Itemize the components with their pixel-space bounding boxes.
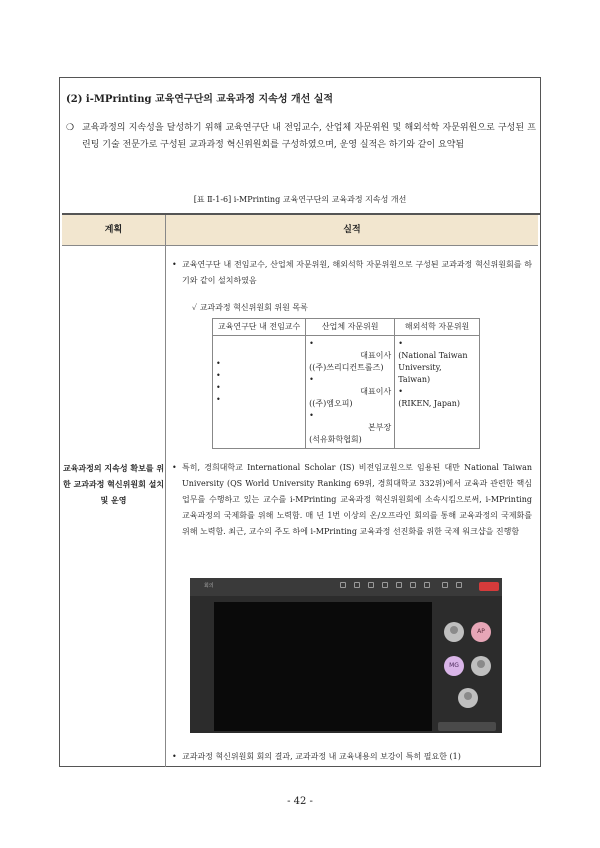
- video-meeting-screenshot: [190, 578, 502, 733]
- participant-avatar: [444, 622, 464, 642]
- overseas-member: • (National Taiwan University, Taiwan): [398, 339, 468, 384]
- meeting-title: 회의: [204, 583, 214, 589]
- committee-head-faculty: 교육연구단 내 전임교수: [213, 319, 306, 336]
- share-icon: [368, 582, 374, 588]
- bullet-dot: •: [172, 752, 177, 761]
- bullet-dot: •: [172, 260, 177, 269]
- settings-icon: [456, 582, 462, 588]
- section-title: (2) i-MPrinting 교육연구단의 교육과정 지속성 개선 실적: [66, 94, 334, 105]
- industry-member: • 본부장 (석유화학협회): [309, 411, 392, 444]
- participant-avatar: AP: [471, 622, 491, 642]
- committee-table: [212, 318, 480, 449]
- meeting-toolbar: [190, 578, 502, 596]
- intro-bullet: ❍: [66, 123, 75, 133]
- overseas-member: • (RIKEN, Japan): [398, 387, 461, 408]
- more-icon: [424, 582, 430, 588]
- results-table: [62, 213, 540, 765]
- table-caption: [표 Ⅱ-1-6] i-MPrinting 교육연구단의 교육과정 지속성 개선: [193, 195, 407, 204]
- committee-header-row: [213, 319, 480, 336]
- result-bullet-3: • 교과과정 혁신위원회 회의 결과, 교과과정 내 교육내용의 보강이 특히 필요한 (1): [168, 749, 532, 765]
- intro-text: 교육과정의 지속성을 달성하기 위해 교육연구단 내 전임교수, 산업체 자문위원 및 해외석학 자문위원으로 구성된 프린팅 기술 전문가로 구성된 교과과정 혁신위원회를 구성하였으며, 운영 실적은 하기와 같이 요약됨: [82, 123, 536, 150]
- result-bullet-2: • 특히, 경희대학교 International Scholar (IS) 비전임교원으로 임용된 대만 National Taiwan University (QS World University Ranking 69위, 경희대학교 332위)에서 교육과 관련한 핵심 업무를 수행하고 있는 교수를 i-MPrinting 교육과정 혁신위원회에 소속시킴으로써, i-MPrinting 교육과정의 국제화를 위해 노력함. 매 년 1번 이상의 온/오프라인 회의를 통해 교육과정의 국제화를 위해 노력함. 최근, 교수의 주도 하에 i-MPrinting 교육과정 선진화를 위한 국제 워크샵을 진행함: [168, 460, 532, 540]
- record-icon: [382, 582, 388, 588]
- industry-member: • 대표이사 ((주)엠오피): [309, 375, 392, 408]
- intro-paragraph: [66, 120, 536, 154]
- chat-icon: [410, 582, 416, 588]
- committee-member-row: [213, 336, 480, 449]
- shared-screen-area: [214, 602, 432, 731]
- participants-icon: [396, 582, 402, 588]
- exit-button: [479, 582, 499, 591]
- result-bullet-1: • 교육연구단 내 전임교수, 산업체 자문위원, 해외석학 자문위원으로 구성된 교과과정 혁신위원회를 하기와 같이 설치하였음: [168, 257, 532, 289]
- page-number: - 42 -: [287, 796, 313, 807]
- table-header-row: [62, 215, 538, 246]
- participant-avatar: [458, 688, 478, 708]
- committee-head-overseas: 해외석학 자문위원: [395, 319, 480, 336]
- column-divider: [165, 245, 166, 767]
- plan-cell: 교육과정의 지속성 확보를 위한 교과과정 혁신위원회 설치 및 운영: [62, 463, 165, 505]
- camera-icon: [354, 582, 360, 588]
- header-plan: 계획: [62, 215, 166, 245]
- participant-avatar: MG: [444, 656, 464, 676]
- participant-panel-bar: [438, 722, 496, 731]
- committee-list-heading: ✓ 교과과정 혁신위원회 위원 목록: [192, 303, 308, 312]
- industry-member: • 대표이사 ((주)쓰리디컨트롤즈): [309, 339, 392, 372]
- committee-head-industry: 산업체 자문위원: [306, 319, 395, 336]
- mic-icon: [340, 582, 346, 588]
- industry-members: [306, 336, 395, 449]
- faculty-members: • • • •: [213, 336, 306, 449]
- bullet-dot: •: [172, 463, 177, 472]
- participant-avatar: [471, 656, 491, 676]
- header-result: 실적: [343, 225, 361, 235]
- layout-icon: [442, 582, 448, 588]
- overseas-members: [395, 336, 480, 449]
